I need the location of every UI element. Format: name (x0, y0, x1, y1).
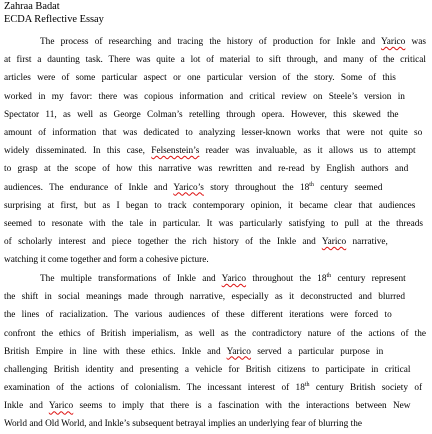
text-line (4, 142, 426, 160)
text-line (4, 415, 426, 433)
text-run: century British society of (309, 383, 423, 394)
superscript: th (309, 181, 314, 188)
text-line (4, 325, 426, 343)
text-run: The multiple transformations of Inkle and (40, 273, 222, 284)
text-line (4, 197, 426, 215)
text-run: century represent (331, 273, 406, 284)
author-name: Zahraa Badat (4, 1, 60, 12)
text-run: of scholarly interest and piece together the rich history of the Inkle and (4, 237, 322, 248)
essay-title: ECDA Reflective Essay (4, 14, 104, 25)
text-run: watching it come together and form a cohesive picture. (4, 255, 209, 266)
text-run: widely disseminated. In this case, (4, 146, 152, 157)
text-run: British Empire in line with these ethics. Inkle and (4, 346, 227, 357)
text-run: was (405, 37, 426, 47)
text-line (4, 397, 426, 415)
spellcheck-word: Yarico (380, 37, 406, 47)
text-line (4, 288, 426, 306)
text-run: confront the ethics of British imperialism, as well as the contradictory nature of the actions of the (4, 328, 426, 339)
text-run: challenging British identity and presenting a vehicle for British citizens to participate in critical (4, 364, 411, 375)
text-run: served a particular purpose in (250, 346, 384, 357)
text-run: story throughout the 18 (203, 182, 310, 193)
text-run: seems to imply that there is a fascination with the interactions between New (73, 401, 411, 412)
text-line (4, 124, 426, 142)
text-run: to grasp at the scope of how this narrative was rewritten and re-read by English authors and (4, 164, 409, 175)
spellcheck-word: Yarico (48, 401, 74, 412)
text-run: The process of researching and tracing the history of production for Inkle and (40, 37, 381, 47)
essay-body (4, 33, 426, 434)
text-line (4, 33, 426, 51)
paragraph (4, 33, 426, 269)
text-line (4, 379, 426, 397)
text-run: surprising at first, but as I began to track contemporary opinion, it became clear that audiences (4, 200, 416, 211)
text-run: narrative, (346, 237, 388, 248)
spellcheck-word: Yarico’s (173, 182, 204, 193)
document-header (4, 0, 104, 26)
text-run: worked in my favor: there was copious information and critical review on Steele’s version in (4, 91, 405, 102)
text-line (4, 215, 426, 233)
text-line (4, 51, 426, 69)
text-run: articles were of some particular aspect or one particular version of the story. Some of this (4, 73, 396, 84)
text-run: audiences. The endurance of Inkle and (4, 182, 174, 193)
spellcheck-word: Felsenstein’s (151, 146, 200, 157)
superscript: th (326, 272, 332, 279)
superscript: th (304, 381, 310, 388)
text-run: the lines of racialization. The various audiences of these different iterations were forced to (4, 310, 392, 321)
text-line (4, 179, 426, 197)
text-line (4, 106, 426, 124)
spellcheck-word: Yarico (226, 346, 251, 357)
text-line (4, 88, 426, 106)
text-run: Spectator 11, as well as George Colman’s retelling through opera. However, this skewed the (4, 109, 399, 120)
text-line (4, 160, 426, 178)
text-line (4, 251, 426, 269)
text-run: World and Old World, and Inkle’s subsequent betrayal implies an underlying fear of blurring the (4, 419, 362, 430)
text-run: at first a daunting task. There was quite a lot of material to sift through, and many of the critical (4, 55, 426, 66)
spellcheck-word: Yarico (321, 237, 347, 248)
text-line (4, 361, 426, 379)
text-run: the shift in social meanings made through narrative, especially as it deconstructed and blurred (4, 292, 406, 303)
text-run: reader was invaluable, as it allows us to attempt (199, 146, 416, 157)
text-run: Inkle and (4, 401, 49, 412)
text-run: amount of information that was dedicated to analyzing lesser-known works that were not quite so (4, 127, 423, 138)
text-line (4, 233, 426, 251)
text-run: throughout the 18 (246, 273, 327, 284)
paragraph (4, 270, 426, 434)
text-run: examination of the actions of colonialism. The incessant interest of 18 (4, 383, 305, 394)
text-line (4, 343, 426, 361)
text-run: seemed to resonate with the tale in particular. It was particularly satisfying to pull at the threads (4, 218, 423, 229)
text-run: century seemed (313, 182, 383, 193)
spellcheck-word: Yarico (221, 273, 247, 284)
text-line (4, 306, 426, 324)
text-line (4, 69, 426, 87)
text-line (4, 270, 426, 288)
